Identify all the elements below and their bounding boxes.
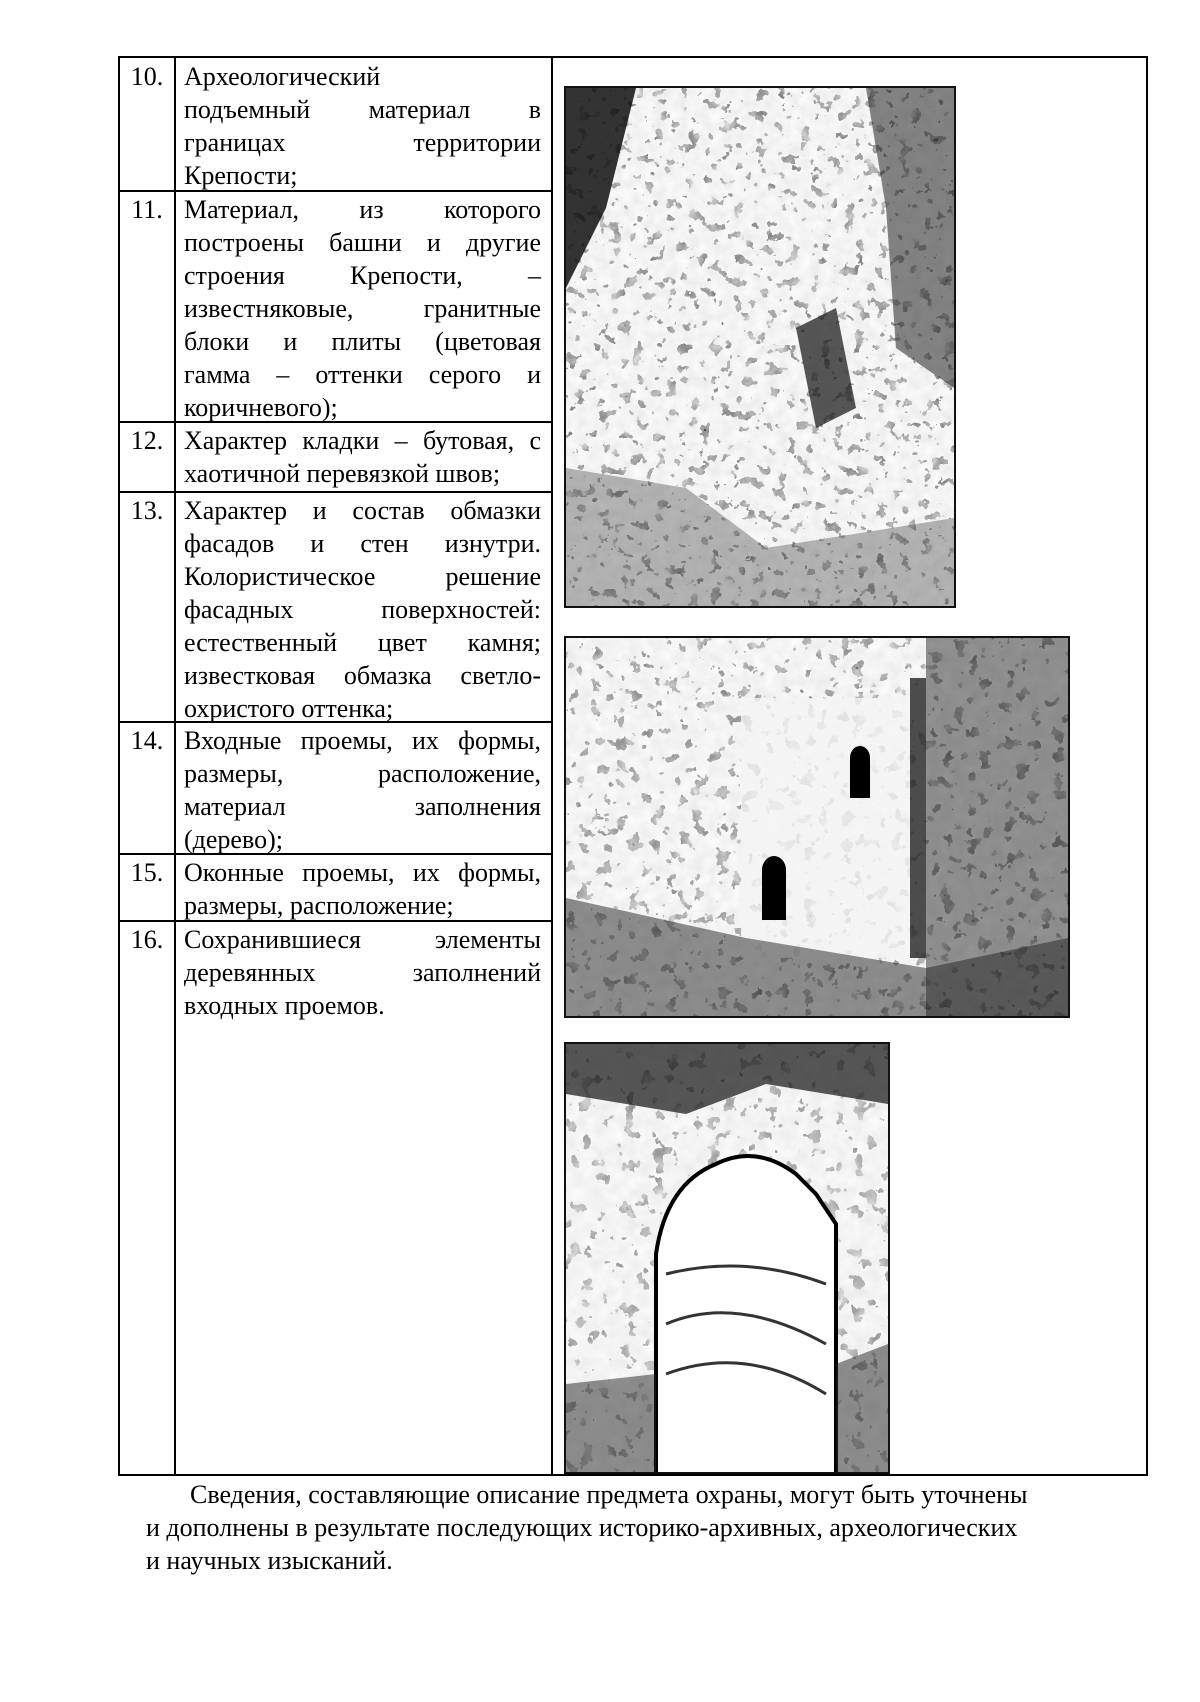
item-text-line: фасадных поверхностей:	[184, 595, 541, 624]
item-text-line: Материал, из которого	[184, 195, 541, 224]
item-text-line: подъемный материал в	[184, 95, 541, 124]
item-text	[184, 424, 541, 490]
photo-arched-doorway	[564, 1042, 890, 1474]
doorway-image	[566, 1044, 888, 1472]
photo-stone-wall	[564, 86, 956, 608]
item-text	[184, 60, 541, 192]
item-number: 10.	[130, 62, 164, 91]
item-text-line: размеры, расположение;	[184, 891, 454, 920]
item-text-line: размеры, расположение,	[184, 759, 541, 788]
item-text-line: построены башни и другие	[184, 228, 541, 257]
item-text-line: Крепости;	[184, 161, 298, 190]
item-text-line: охристого оттенка;	[184, 694, 394, 723]
item-number: 12.	[130, 426, 164, 455]
item-text	[184, 724, 541, 856]
item-text	[184, 193, 541, 424]
item-text	[184, 494, 541, 725]
item-text	[184, 856, 541, 922]
item-text-line: Характер кладки – бутовая, с	[184, 426, 541, 455]
item-text-line: границах территории	[184, 128, 541, 157]
item-text-line: блоки и плиты (цветовая	[184, 327, 541, 356]
item-text-line: входных проемов.	[184, 991, 385, 1020]
photo-tower-windows	[564, 636, 1070, 1018]
footer-line: Сведения, составляющие описание предмета охраны, могут быть уточнены	[190, 1480, 1028, 1509]
item-text-line: естественный цвет камня;	[184, 628, 541, 657]
footer-note	[146, 1478, 1106, 1577]
item-text-line: известковая обмазка светло-	[184, 661, 541, 690]
item-text-line: Сохранившиеся элементы	[184, 925, 541, 954]
item-text-line: Археологический	[184, 62, 381, 91]
item-text-line: строения Крепости, –	[184, 261, 541, 290]
item-number: 16.	[130, 925, 164, 954]
item-text	[184, 923, 541, 1022]
item-text-line: деревянных заполнений	[184, 958, 541, 987]
stone-wall-image	[566, 88, 954, 606]
item-text-line: Оконные проемы, их формы,	[184, 858, 541, 887]
item-number: 13.	[130, 496, 164, 525]
column-divider-photos	[551, 56, 553, 1476]
item-text-line: Колористическое решение	[184, 562, 541, 591]
tower-image	[566, 638, 1068, 1016]
footer-line: и научных изысканий.	[146, 1546, 393, 1575]
item-text-line: материал заполнения	[184, 792, 541, 821]
item-text-line: Характер и состав обмазки	[184, 496, 541, 525]
item-text-line: хаотичной перевязкой швов;	[184, 459, 501, 488]
item-number: 14.	[130, 726, 164, 755]
item-text-line: гамма – оттенки серого и	[184, 360, 541, 389]
item-text-line: известняковые, гранитные	[184, 294, 541, 323]
column-divider-number	[174, 56, 176, 1476]
item-number: 11.	[131, 195, 163, 224]
item-number: 15.	[130, 858, 164, 887]
row-divider	[118, 491, 553, 493]
footer-line: и дополнены в результате последующих историко-архивных, археологических	[146, 1513, 1018, 1542]
item-text-line: фасадов и стен изнутри.	[184, 529, 541, 558]
item-text-line: коричневого);	[184, 393, 338, 422]
item-text-line: (дерево);	[184, 825, 283, 854]
item-text-line: Входные проемы, их формы,	[184, 726, 541, 755]
